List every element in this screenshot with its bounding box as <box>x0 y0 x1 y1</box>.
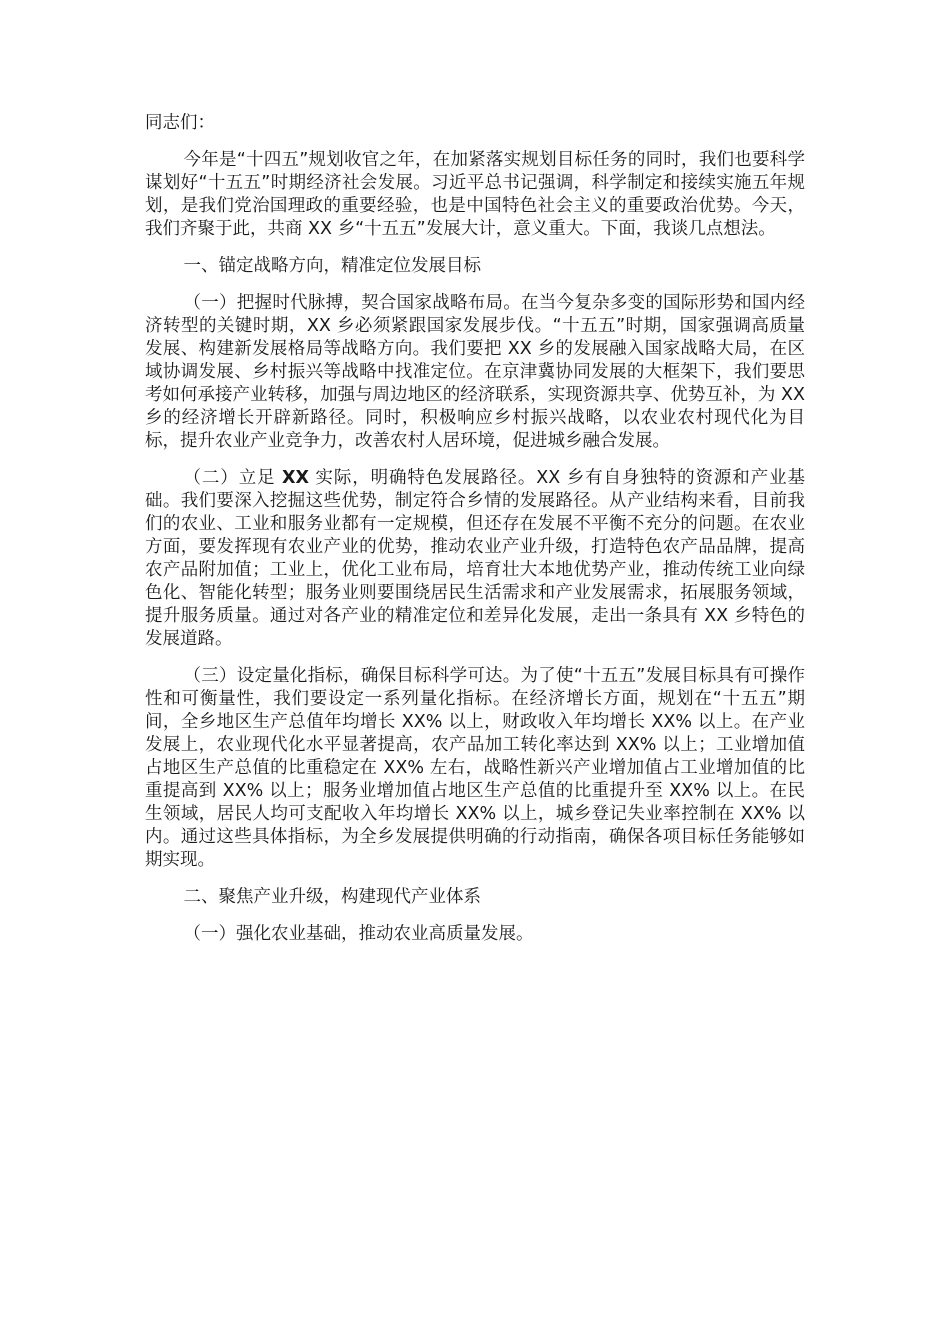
section1-sub2-title-pre: （二）立足 <box>183 468 282 488</box>
section1-sub1-paragraph <box>145 292 805 453</box>
section1-sub2-title-bold: XX <box>281 468 309 488</box>
section1-sub2-title-post: 实际，明确特色发展路径。 <box>308 468 537 488</box>
section1-sub2-paragraph <box>145 467 805 651</box>
document-page <box>145 112 805 960</box>
section1-sub1-body: 在当今复杂多变的国际形势和国内经济转型的关键时期，XX 乡必须紧跟国家发展步伐。“十五五”时期，国家强调高质量发展、构建新发展格局等战略方向。我们要把 XX 乡的发展融入国家战略大局，在区域协调发展、乡村振兴等战略中找准定位。在京津冀协同发展的大框架下，我们要思考如何承接产业转移，加强与周边地区的经济联系，实现资源共享、优势互补，为 XX 乡的经济增长开辟新路径。同时，积极响应乡村振兴战略，以农业农村现代化为目标，提升农业产业竞争力，改善农村人居环境，促进城乡融合发展。 <box>145 293 806 451</box>
section1-sub2-body: XX 乡有自身独特的资源和产业基础。我们要深入挖掘这些优势，制定符合乡情的发展路径。从产业结构来看，目前我们的农业、工业和服务业都有一定规模，但还存在发展不平衡不充分的问题。在农业方面，要发挥现有农业产业的优势，推动农业产业升级，打造特色农产品品牌，提高农产品附加值；工业上，优化工业布局，培育壮大本地优势产业，推动传统工业向绿色化、智能化转型；服务业则要围绕居民生活需求和产业发展需求，拓展服务领域，提升服务质量。通过对各产业的精准定位和差异化发展，走出一条具有 XX 乡特色的发展道路。 <box>145 468 806 649</box>
salutation: 同志们： <box>145 113 215 133</box>
section1-sub1-title: （一）把握时代脉搏，契合国家战略布局。 <box>183 293 522 313</box>
section2-heading: 二、聚焦产业升级，构建现代产业体系 <box>183 887 481 907</box>
section2-sub1-paragraph <box>145 923 805 946</box>
section1-sub3-body: 为了使“十五五”发展目标具有可操作性和可衡量性，我们要设定一系列量化指标。在经济增长方面，规划在“十五五”期间，全乡地区生产总值年均增长 XX% 以上，财政收入年均增长 XX% 以上。在产业发展上，农业现代化水平显著提高，农产品加工转化率达到 XX% 以上；工业增加值占地区生产总值的比重稳定在 XX% 左右，战略性新兴产业增加值占工业增加值的比重提高到 XX% 以上；服务业增加值占地区生产总值的比重提升至 XX% 以上。在民生领域，居民人均可支配收入年均增长 XX% 以上，城乡登记失业率控制在 XX% 以内。通过这些具体指标，为全乡发展提供明确的行动指南，确保各项目标任务能够如期实现。 <box>145 666 805 870</box>
section1-heading: 一、锚定战略方向，精准定位发展目标 <box>183 256 481 276</box>
section1-sub3-paragraph <box>145 665 805 872</box>
section2-sub1-title: （一）强化农业基础，推动农业高质量发展。 <box>183 924 534 944</box>
section1-sub3-title: （三）设定量化指标，确保目标科学可达。 <box>183 666 521 686</box>
intro-paragraph: 今年是“十四五”规划收官之年，在加紧落实规划目标任务的同时，我们也要科学谋划好“十五五”时期经济社会发展。习近平总书记强调，科学制定和接续实施五年规划，是我们党治国理政的重要经验，也是中国特色社会主义的重要政治优势。今天，我们齐聚于此，共商 XX 乡“十五五”发展大计，意义重大。下面，我谈几点想法。 <box>145 150 805 239</box>
